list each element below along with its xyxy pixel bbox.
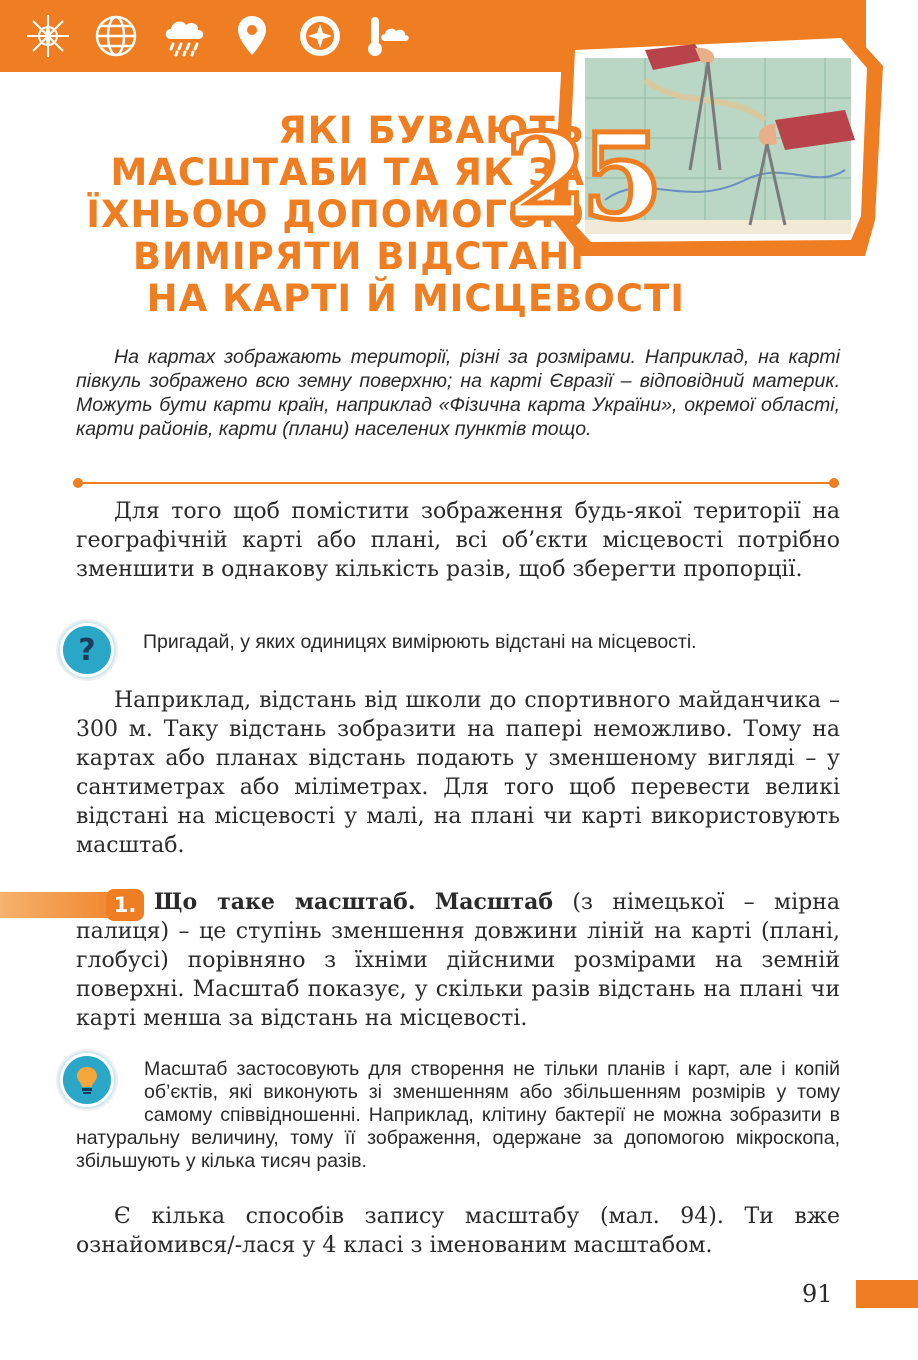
section-term: Масштаб: [434, 889, 554, 915]
section-body: (з німецької – мірна палиця) – це ступінь зменшення довжини ліній на карті (плані, глобусі) порівняно з їхніми дійсними розмірами на земній поверхні. Масштаб показує, у скільки разів відстань на плані чи карті менша за відстань на місцевості.: [76, 890, 840, 1031]
section-number-badge: 1.: [106, 889, 144, 921]
section-1-text: [76, 888, 840, 1033]
tip-body: Масштаб застосовують для створення не тільки планів і карт, але і копій об’єктів, які виконують зі зменшенням або збільшенням розмірів у тому самому співвідношенні. Наприклад, клітину бактерії не можна зобразити в натуральну величину, тому її зображення, одержане за допомогою мікроскопа, збільшують у кілька тисяч разів.: [76, 1058, 840, 1172]
rain-cloud-icon: [158, 10, 210, 62]
question-icon: ?: [56, 619, 118, 681]
paragraph-2: Наприклад, відстань від школи до спортивного майданчика – 300 м. Таку відстань зобразити на папері неможливо. Тому на картах або планах відстань подають у зменшеному вигляді – у сантиметрах або міліметрах. Для того щоб перевести великі відстані на місцевості у малі, на плані чи карті використовують масштаб.: [76, 688, 840, 858]
title-line: ВИМІРЯТИ ВІДСТАНІ: [132, 235, 585, 278]
lesson-title: [40, 109, 685, 320]
divider-dot-right: [829, 478, 839, 488]
map-pin-icon: [226, 10, 278, 62]
compass-rose-icon: [22, 10, 74, 62]
header-icons: [22, 10, 414, 62]
divider-dot-left: [73, 478, 83, 488]
lesson-number: 25: [505, 107, 658, 246]
page-number-bar: [856, 1280, 918, 1308]
globe-icon: [90, 10, 142, 62]
divider-line: [76, 482, 834, 484]
tip-text: [76, 1058, 840, 1173]
intro-text: На картах зображають території, різні за розмірами. Наприклад, на карті півкуль зображено всю земну поверхню; на карті Євразії – відповідний материк. Можуть бути карти країн, наприклад «Фізична карта України», окремої області, карти районів, карти (плани) населених пунктів тощо.: [76, 346, 840, 440]
title-line: НА КАРТІ Й МІСЦЕВОСТІ: [146, 277, 685, 320]
compass-icon: [294, 10, 346, 62]
thermometer-cloud-icon: [362, 10, 414, 62]
question-text: Пригадай, у яких одиницях вимірюють відстані на місцевості.: [143, 631, 697, 653]
section-heading: Що таке масштаб.: [154, 889, 416, 915]
paragraph-3: Є кілька способів запису масштабу (мал. 94). Ти вже ознайомився/-лася у 4 класі з іменованим масштабом.: [76, 1204, 840, 1258]
title-line: ЯКІ БУВАЮТЬ: [278, 109, 585, 152]
title-line: ЇХНЬОЮ ДОПОМОГОЮ: [86, 193, 585, 236]
paragraph-1: Для того щоб помістити зображення будь-якої території на географічній карті або плані, всі об’єкти місцевості потрібно зменшити в однакову кількість разів, щоб зберегти пропорції.: [76, 499, 840, 582]
title-line: МАСШТАБИ ТА ЯК ЗА: [110, 151, 585, 194]
page-number: 91: [802, 1280, 833, 1308]
